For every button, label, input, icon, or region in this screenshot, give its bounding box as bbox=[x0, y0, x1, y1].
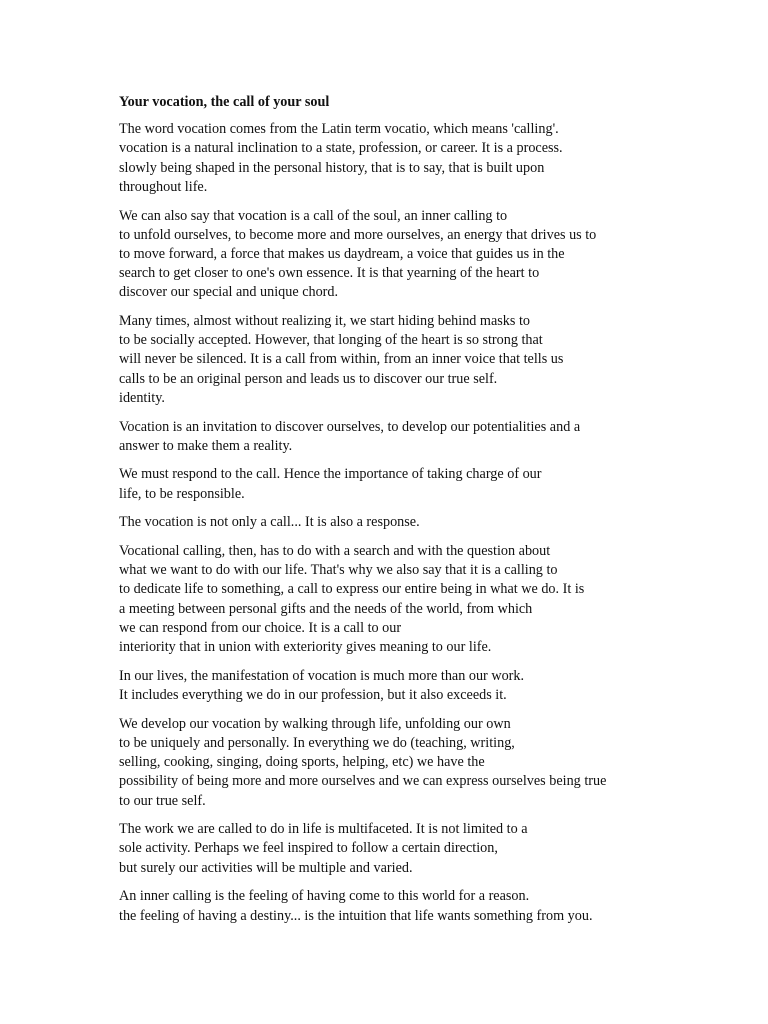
text-line: The work we are called to do in life is multifaceted. It is not limited to a bbox=[119, 821, 528, 838]
paragraph bbox=[119, 120, 679, 197]
text-line: but surely our activities will be multiple and varied. bbox=[119, 859, 413, 876]
text-line: to unfold ourselves, to become more and more ourselves, an energy that drives us to bbox=[119, 226, 597, 243]
text-line: to be socially accepted. However, that longing of the heart is so strong that bbox=[119, 332, 543, 349]
text-line: the feeling of having a destiny... is the intuition that life wants something from you. bbox=[119, 907, 593, 924]
text-line: We must respond to the call. Hence the importance of taking charge of our bbox=[119, 466, 542, 483]
document-title: Your vocation, the call of your soul bbox=[119, 94, 330, 110]
paragraph bbox=[119, 207, 679, 303]
text-line: sole activity. Perhaps we feel inspired to follow a certain direction, bbox=[119, 840, 498, 857]
text-line: The vocation is not only a call... It is also a response. bbox=[119, 514, 420, 531]
text-line: to our true self. bbox=[119, 792, 206, 809]
document-body bbox=[119, 120, 679, 926]
text-line: calls to be an original person and leads us to discover our true self. bbox=[119, 370, 498, 387]
text-line: selling, cooking, singing, doing sports, helping, etc) we have the bbox=[119, 754, 485, 771]
text-line: slowly being shaped in the personal history, that is to say, that is built upon bbox=[119, 159, 545, 176]
text-line: We develop our vocation by walking through life, unfolding our own bbox=[119, 715, 511, 732]
paragraph bbox=[119, 667, 679, 705]
paragraph bbox=[119, 513, 679, 532]
text-line: to move forward, a force that makes us daydream, a voice that guides us in the bbox=[119, 245, 565, 262]
text-line: to dedicate life to something, a call to express our entire being in what we do. It is bbox=[119, 581, 585, 598]
text-line: discover our special and unique chord. bbox=[119, 284, 339, 301]
paragraph bbox=[119, 312, 679, 408]
text-line: We can also say that vocation is a call of the soul, an inner calling to bbox=[119, 207, 508, 224]
paragraph bbox=[119, 715, 679, 811]
paragraph bbox=[119, 465, 679, 503]
text-line: answer to make them a reality. bbox=[119, 437, 293, 454]
text-line: throughout life. bbox=[119, 178, 208, 195]
text-line: possibility of being more and more ourselves and we can express ourselves being true bbox=[119, 773, 607, 790]
text-line: what we want to do with our life. That's why we also say that it is a calling to bbox=[119, 562, 558, 579]
text-line: life, to be responsible. bbox=[119, 485, 245, 502]
text-line: Vocational calling, then, has to do with a search and with the question about bbox=[119, 543, 551, 560]
text-line: a meeting between personal gifts and the needs of the world, from which bbox=[119, 600, 533, 617]
paragraph bbox=[119, 418, 679, 456]
text-line: In our lives, the manifestation of vocation is much more than our work. bbox=[119, 667, 525, 684]
text-line: to be uniquely and personally. In everything we do (teaching, writing, bbox=[119, 734, 515, 751]
text-line: vocation is a natural inclination to a state, profession, or career. It is a process. bbox=[119, 140, 563, 157]
text-line: interiority that in union with exteriority gives meaning to our life. bbox=[119, 639, 492, 656]
text-line: will never be silenced. It is a call from within, from an inner voice that tells us bbox=[119, 351, 564, 368]
paragraph bbox=[119, 542, 679, 657]
text-line: we can respond from our choice. It is a call to our bbox=[119, 619, 402, 636]
text-line: Many times, almost without realizing it, we start hiding behind masks to bbox=[119, 313, 530, 330]
document-page bbox=[119, 93, 679, 935]
text-line: The word vocation comes from the Latin term vocatio, which means 'calling'. bbox=[119, 121, 559, 138]
text-line: Vocation is an invitation to discover ourselves, to develop our potentialities and a bbox=[119, 418, 581, 435]
text-line: search to get closer to one's own essence. It is that yearning of the heart to bbox=[119, 265, 540, 282]
text-line: identity. bbox=[119, 389, 165, 406]
paragraph bbox=[119, 820, 679, 878]
text-line: It includes everything we do in our profession, but it also exceeds it. bbox=[119, 686, 507, 703]
paragraph bbox=[119, 887, 679, 925]
text-line: An inner calling is the feeling of having come to this world for a reason. bbox=[119, 888, 530, 905]
